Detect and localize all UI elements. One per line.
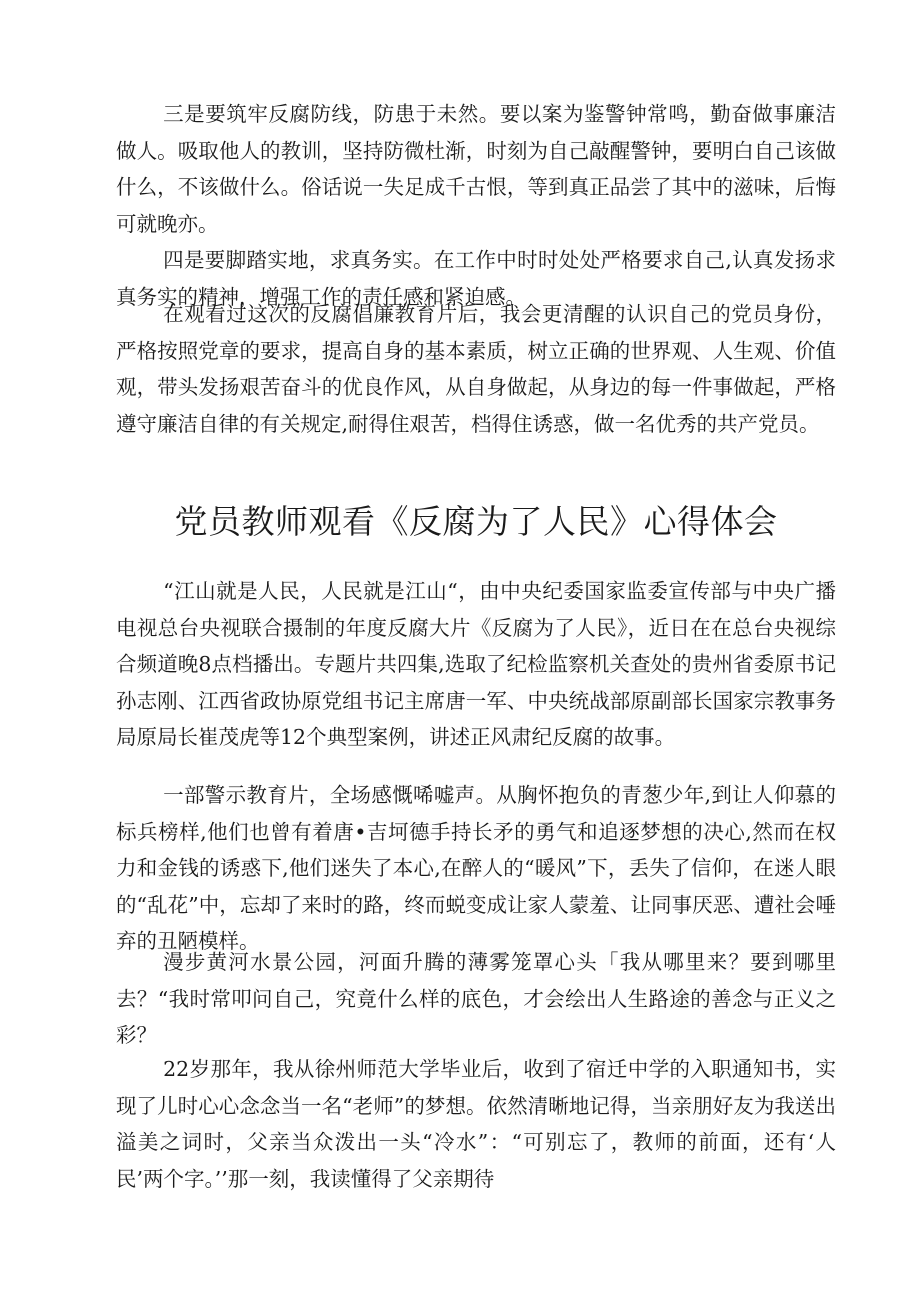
paragraph-yellow-river: 漫步黄河水景公园，河面升腾的薄雾笼罩心头「我从哪里来？要到哪里去？“我时常叩问自己，究竟什么样的底色，才会绘出人生路途的善念与正义之彩？ (116, 950, 836, 1047)
paragraph-conclusion: 在观看过这次的反腐倡廉教育片后，我会更清醒的认识自己的党员身份，严格按照党章的要求，提高自身的基本素质，树立正确的世界观、人生观、价值观，带头发扬艰苦奋斗的优良作风，从自身做起，从身边的每一件事做起，严格遵守廉洁自律的有关规定,耐得住艰苦，档得住诱惑，做一名优秀的共产党员。 (116, 302, 836, 436)
paragraph-intro: “江山就是人民，人民就是江山“，由中央纪委国家监委宣传部与中央广播电视总台央视联合摄制的年度反腐大片《反腐为了人民》，近日在在总台央视综合频道晚8点档播出。专题片共四集,选取了纪检监察机关查处的贵州省委原书记孙志刚、江西省政协原党组书记主席唐一军、中央统战部原副部长国家宗教事务局原局长崔茂虎等12个典型案例，讲述正风肃纪反腐的故事。 (116, 579, 836, 749)
article-title: 党员教师观看《反腐为了人民》心得体会 (174, 502, 778, 541)
paragraph-fortify-anti-corruption: 三是要筑牢反腐防线，防患于未然。要以案为鉴警钟常鸣，勤奋做事廉洁做人。吸取他人的教训，坚持防微杜渐，时刻为自己敲醒警钟，要明白自己该做什么，不该做什么。俗话说一失足成千古恨，等到真正品尝了其中的滋味，后悔可就晚亦。 (116, 102, 836, 236)
paragraph-warning-film: 一部警示教育片，全场感慨唏嘘声。从胸怀抱负的青葱少年,到让人仰慕的标兵榜样,他们也曾有着唐•吉坷德手持长矛的勇气和追逐梦想的决心,然而在权力和金钱的诱惑下,他们迷失了本心,在醉人的“暖风”下，丢失了信仰，在迷人眼的“乱花”中，忘却了来时的路，终而蜕变成让家人蒙羞、让同事厌恶、遭社会唾弃的丑陋模样。 (116, 783, 836, 953)
paragraph-age-22: 22岁那年，我从徐州师范大学毕业后，收到了宿迁中学的入职通知书，实现了儿时心心念念当一名“老师”的梦想。依然清晰地记得，当亲朋好友为我送出溢美之词时，父亲当众泼出一头“冷水”：“可别忘了，教师的前面，还有‘人民’两个字。’’那一刻，我读懂得了父亲期待 (116, 1057, 836, 1191)
paragraph-down-to-earth: 四是要脚踏实地，求真务实。在工作中时时处处严格要求自己,认真发扬求真务实的精神，增强工作的责任感和紧迫感。 (116, 248, 836, 309)
